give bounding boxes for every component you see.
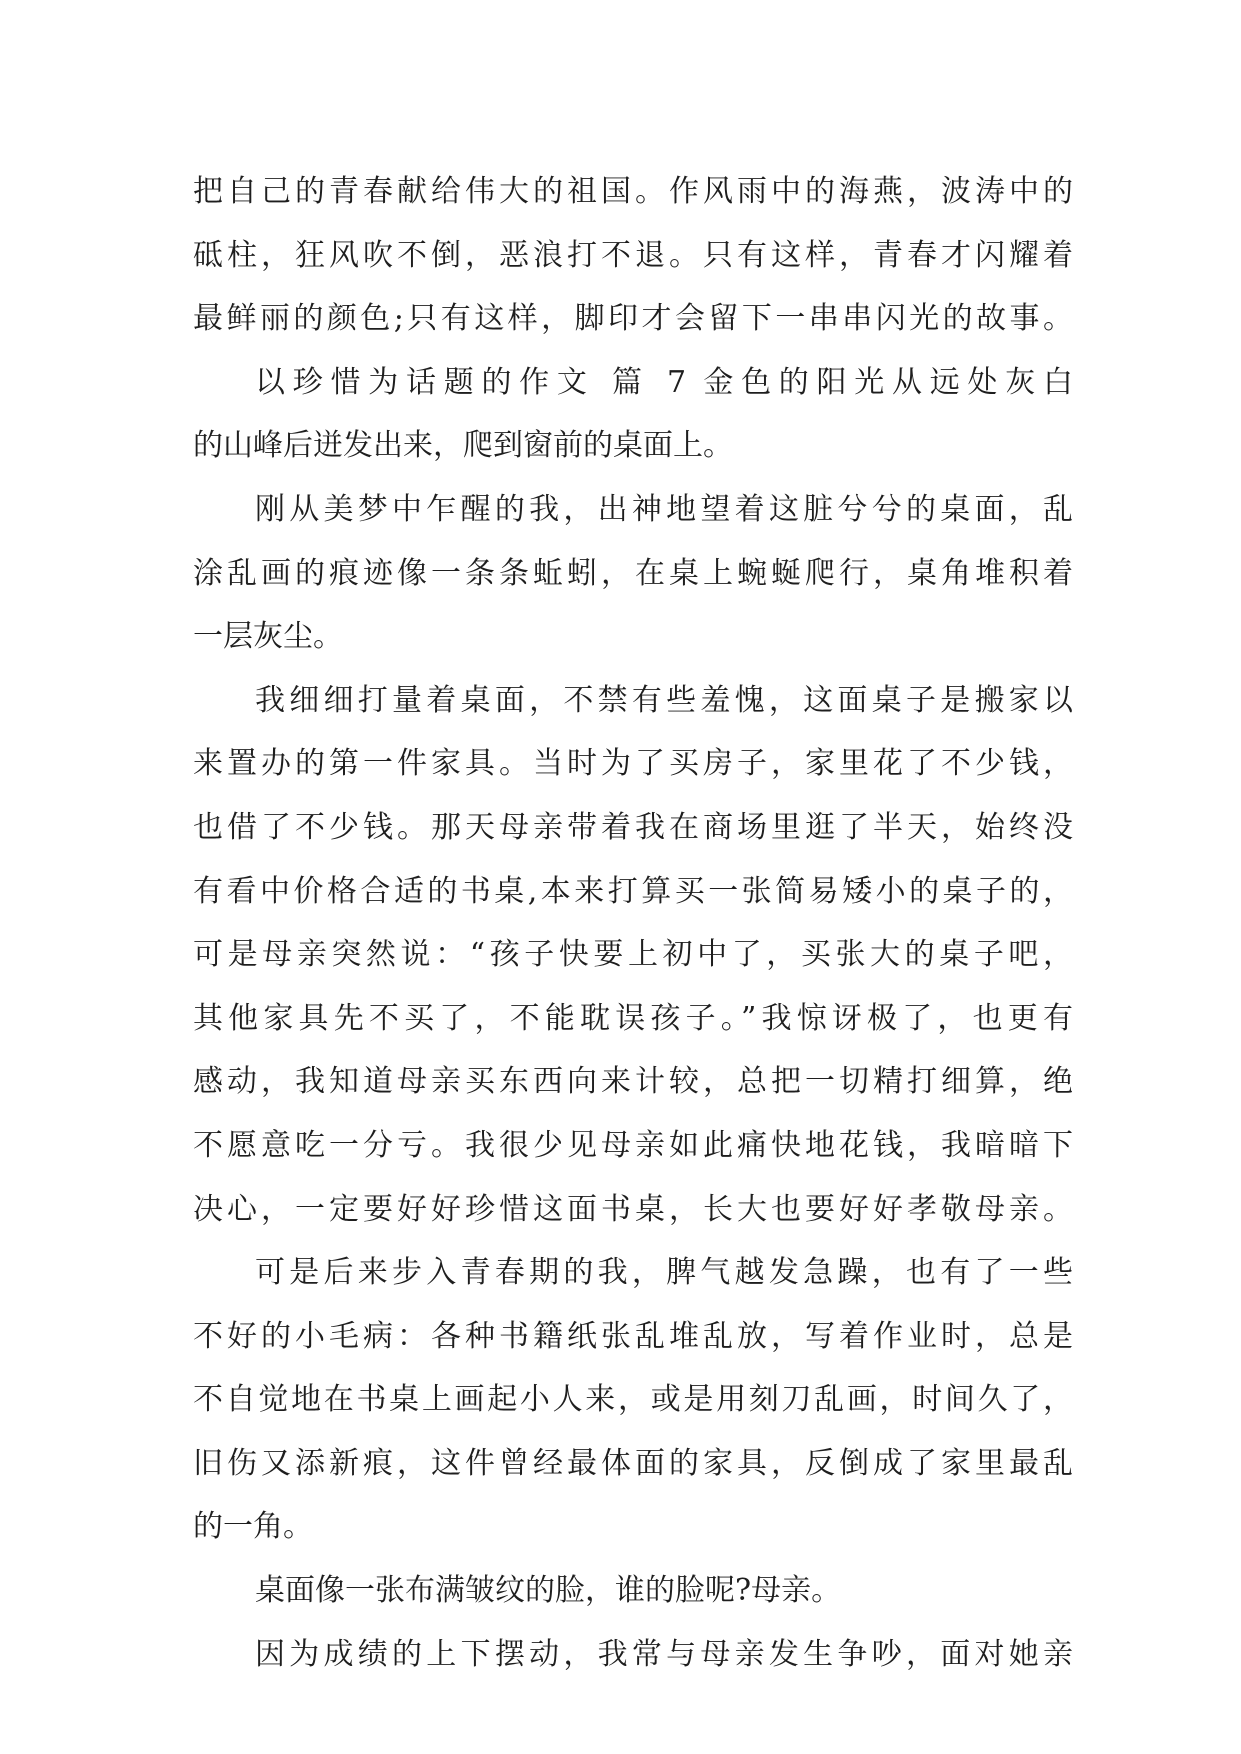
text-line: 可是后来步入青春期的我，脾气越发急躁，也有了一些 [255, 1255, 1073, 1291]
text-line: 桌面像一张布满皱纹的脸，谁的脸呢?母亲。 [255, 1573, 842, 1609]
text-line: 涂乱画的痕迹像一条条蚯蚓，在桌上蜿蜒爬行，桌角堆积着 [193, 555, 1073, 591]
text-line: 一层灰尘。 [193, 619, 343, 655]
text-line: 的一角。 [193, 1509, 313, 1545]
text-line: 感动，我知道母亲买东西向来计较，总把一切精打细算，绝 [193, 1064, 1073, 1100]
text-line: 刚从美梦中乍醒的我，出神地望着这脏兮兮的桌面，乱 [255, 491, 1073, 527]
text-line: 其他家具先不买了，不能耽误孩子。”我惊讶极了，也更有 [193, 1000, 1073, 1036]
text-line: 不自觉地在书桌上画起小人来，或是用刻刀乱画，时间久了， [193, 1382, 1073, 1418]
text-line: 最鲜丽的颜色;只有这样，脚印才会留下一串串闪光的故事。 [193, 301, 1073, 337]
text-line: 我细细打量着桌面，不禁有些羞愧，这面桌子是搬家以 [255, 682, 1073, 718]
text-line: 决心，一定要好好珍惜这面书桌，长大也要好好孝敬母亲。 [193, 1191, 1073, 1227]
text-line: 把自己的青春献给伟大的祖国。作风雨中的海燕，波涛中的 [193, 174, 1073, 209]
text-line: 因为成绩的上下摆动，我常与母亲发生争吵，面对她亲 [255, 1636, 1073, 1672]
body-text [193, 160, 1073, 1686]
text-line: 的山峰后迸发出来，爬到窗前的桌面上。 [193, 428, 733, 464]
text-line: 有看中价格合适的书桌,本来打算买一张简易矮小的桌子的， [193, 873, 1073, 909]
text-line: 砥柱，狂风吹不倒，恶浪打不退。只有这样，青春才闪耀着 [193, 237, 1073, 273]
section-heading-line: 以珍惜为话题的作文 篇 7 金色的阳光从远处灰白 [255, 364, 1073, 400]
text-line: 旧伤又添新痕，这件曾经最体面的家具，反倒成了家里最乱 [193, 1445, 1073, 1481]
text-line: 可是母亲突然说：“孩子快要上初中了，买张大的桌子吧， [193, 937, 1073, 973]
text-line: 也借了不少钱。那天母亲带着我在商场里逛了半天，始终没 [193, 809, 1073, 845]
text-line: 不好的小毛病：各种书籍纸张乱堆乱放，写着作业时，总是 [193, 1318, 1073, 1354]
text-line: 不愿意吃一分亏。我很少见母亲如此痛快地花钱，我暗暗下 [193, 1127, 1073, 1163]
text-line: 来置办的第一件家具。当时为了买房子，家里花了不少钱， [193, 746, 1073, 782]
